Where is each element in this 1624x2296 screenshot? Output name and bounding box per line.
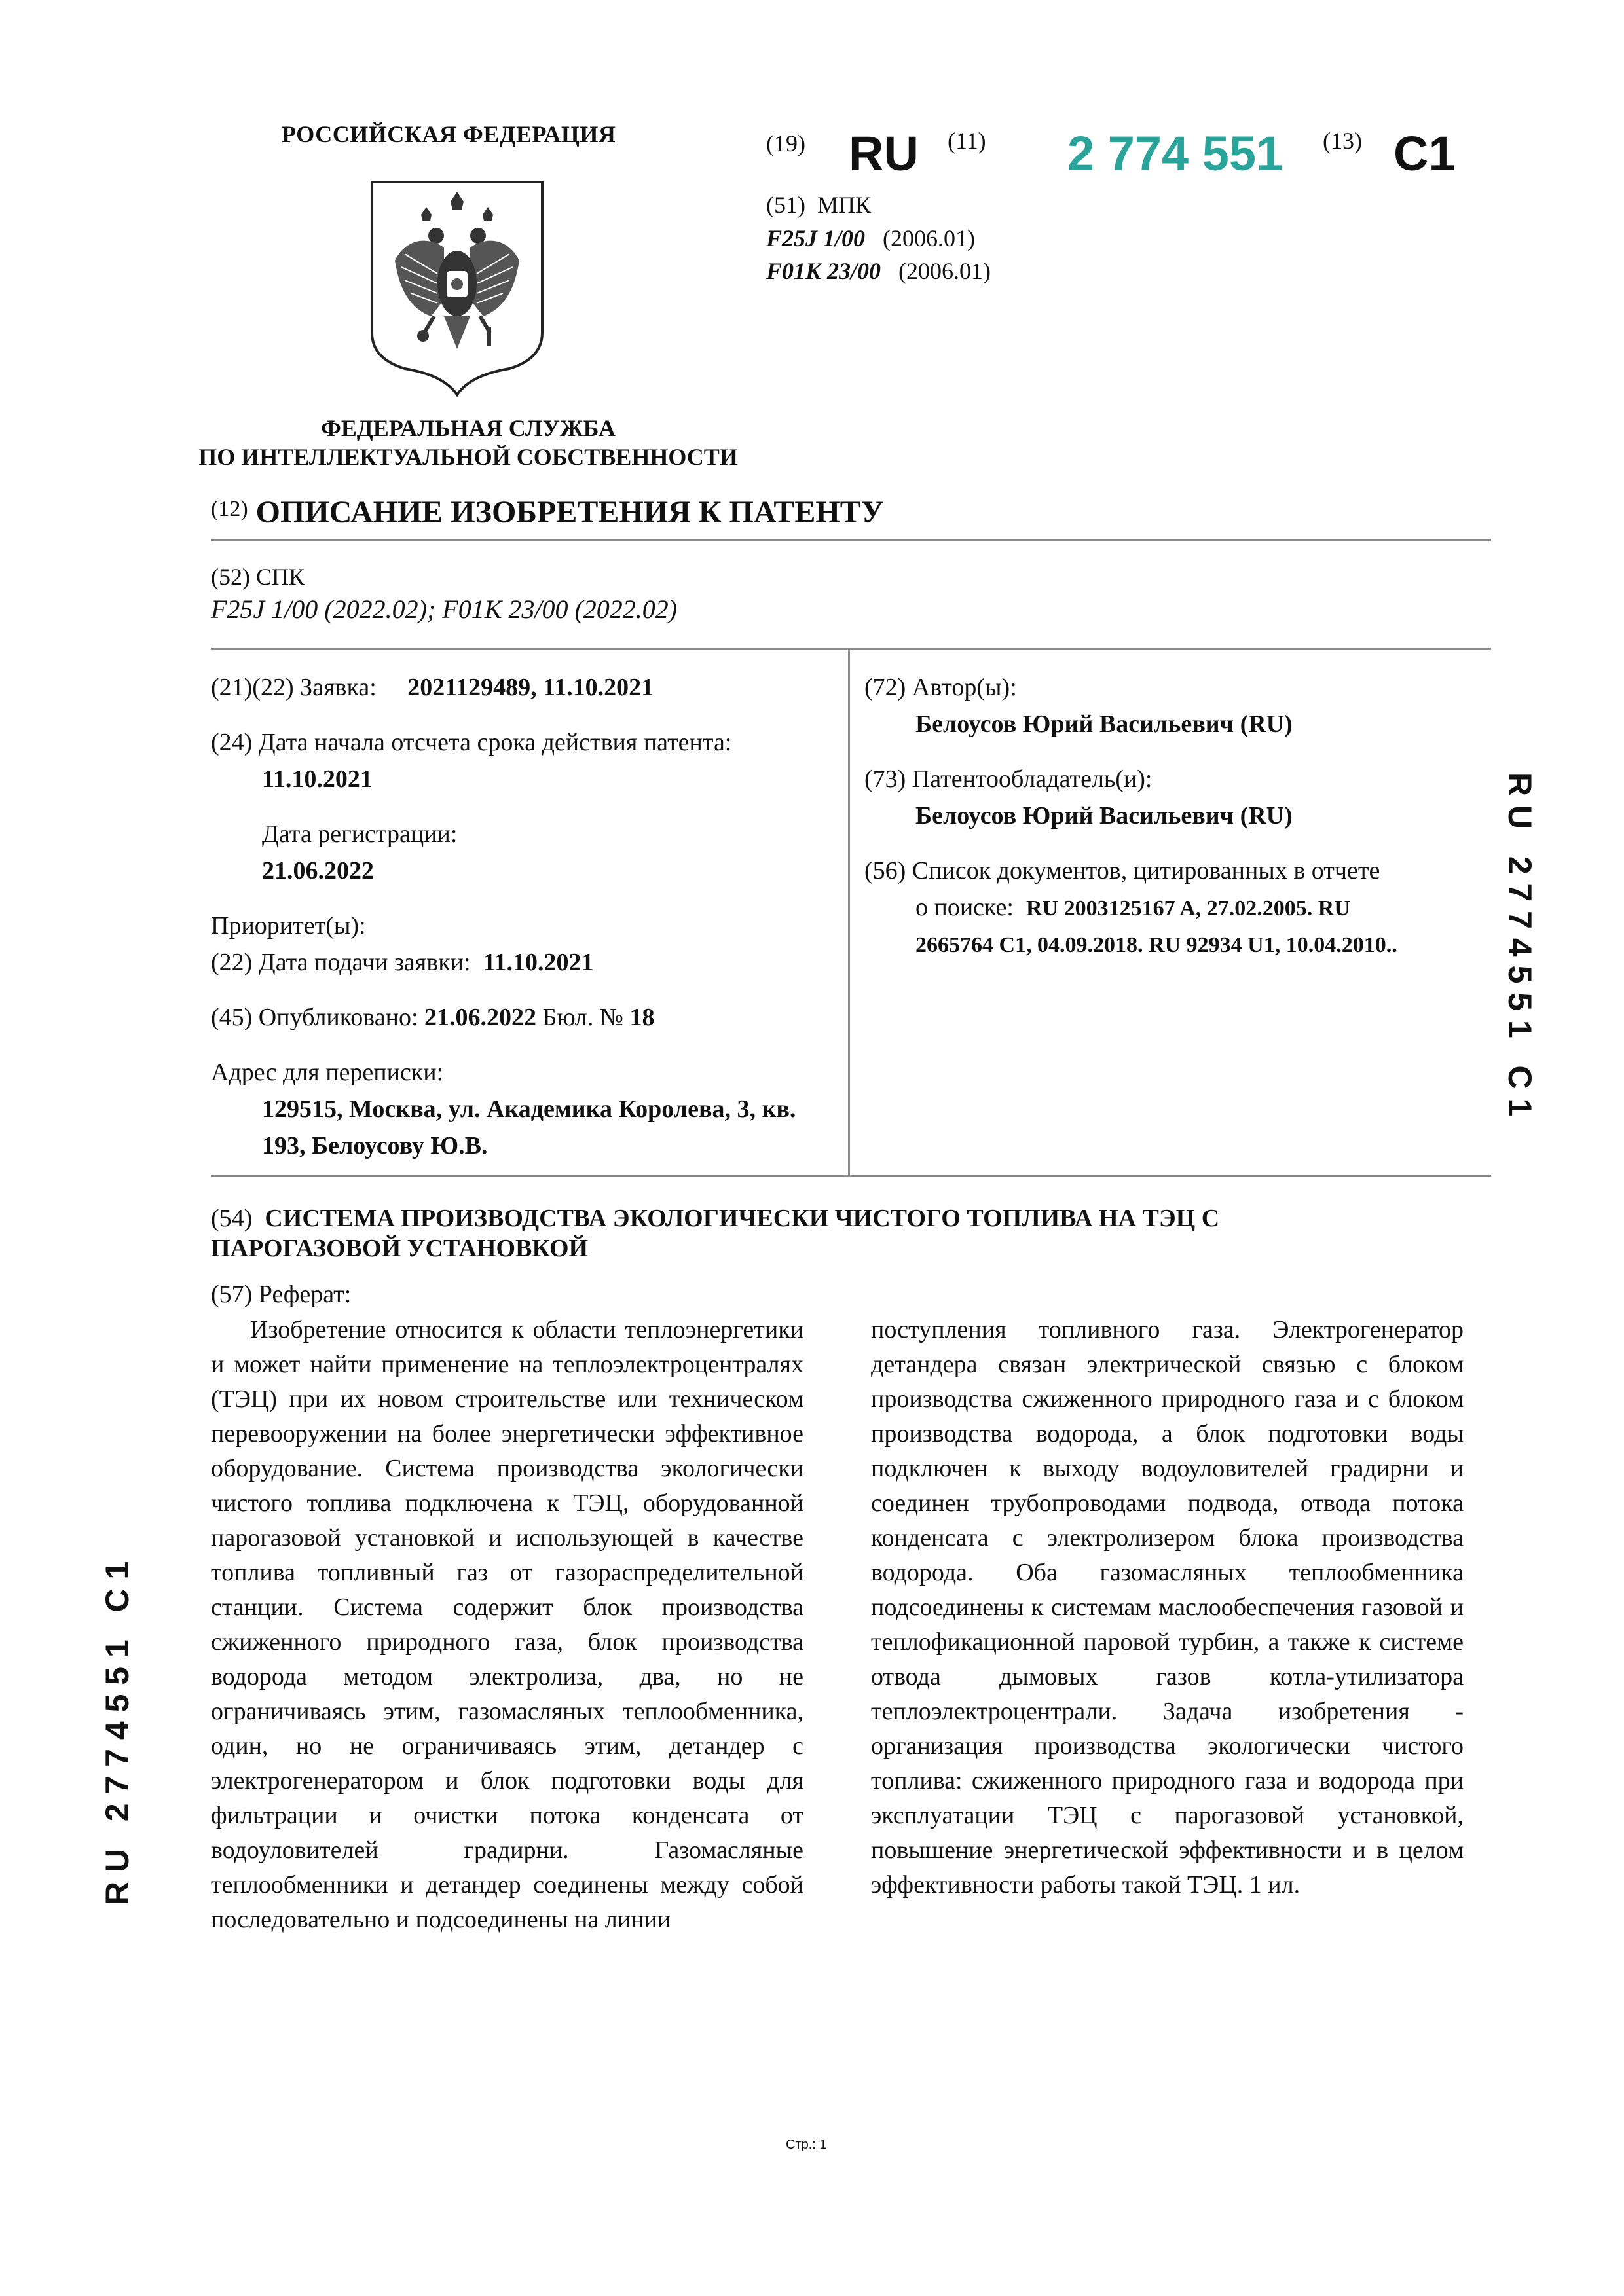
invention-title [211,1203,1494,1264]
citations-row [864,889,1493,927]
address-line1: 129515, Москва, ул. Академика Королева, 3, кв. [262,1095,796,1123]
code-13: (13) [1323,128,1362,154]
citations-label: (56) Список документов, цитированных в отчете [864,857,1380,884]
ipc-date: (2006.01) [883,225,975,251]
application-value: 2021129489, 11.10.2021 [407,674,654,701]
filing-value: 11.10.2021 [483,949,594,976]
code-12: (12) [211,497,248,521]
code-19: (19) [766,130,805,156]
bulletin-value: 18 [629,1004,655,1031]
term-start-label: (24) Дата начала отсчета срока действия патента: [211,729,732,756]
code-51: (51) [766,192,805,218]
authors-value: Белоусов Юрий Васильевич (RU) [915,710,1293,738]
citations-label2: о поиске: [915,894,1014,921]
abstract-column-left [211,1313,803,1937]
side-label-left: R U 2 7 7 4 5 5 1 C 1 [99,1561,136,1905]
federal-service-name [174,414,763,471]
abstract-label: (57) Реферат: [211,1281,352,1308]
divider [211,539,1491,541]
code-54: (54) [211,1205,253,1232]
ipc-entry [766,225,975,252]
side-label-right: R U 2 7 7 4 5 5 1 C 1 [1502,773,1538,1117]
divider [211,648,1491,650]
ipc-header [766,191,871,219]
registration-value: 21.06.2022 [262,857,374,884]
country-code: RU [849,126,919,181]
ipc-label: МПК [817,192,872,218]
patent-number: 2 774 551 [1067,126,1283,181]
invention-title-line1: СИСТЕМА ПРОИЗВОДСТВА ЭКОЛОГИЧЕСКИ ЧИСТОГО ТОПЛИВА НА ТЭЦ С [265,1205,1220,1232]
ipc-date: (2006.01) [898,258,991,284]
bibliographic-left [211,669,840,1164]
cpc-label: (52) СПК [211,564,304,590]
authors-label: (72) Автор(ы): [864,674,1017,701]
bulletin-label: Бюл. № [542,1004,623,1031]
federal-service-line1: ФЕДЕРАЛЬНАЯ СЛУЖБА [321,415,616,441]
document-title-text: ОПИСАНИЕ ИЗОБРЕТЕНИЯ К ПАТЕНТУ [255,495,884,530]
registration-label: Дата регистрации: [262,820,458,848]
document-title [211,494,884,530]
application-label: (21)(22) Заявка: [211,674,377,701]
published-row [211,999,840,1036]
column-divider [848,648,850,1175]
priority-label: Приоритет(ы): [211,912,366,939]
holders-label: (73) Патентообладатель(и): [864,765,1153,793]
filing-label: (22) Дата подачи заявки: [211,949,471,976]
kind-code: C1 [1393,126,1456,181]
coat-of-arms-icon [359,175,555,398]
ipc-code: F01K 23/00 [766,258,881,284]
abstract-text-col2: поступления топливного газа. Электрогенератор детандера связан электрической связью с блоком производства сжиженного природного газа и с блоком производства водорода, а блок подготовки воды подключен к выходу водоуловителей градирни и соединен трубопроводами подвода, отвода потока конденсата с электролизером блока производства водорода. Оба газомасляных теплообменника подсоединены к системам маслообеспечения газовой и теплофикационной паровой турбин, а также к системе отвода дымовых газов котла-утилизатора теплоэлектроцентрали. Задача изобретения - организация производства экологически чистого топлива: сжиженного природного газа и водорода при эксплуатации ТЭЦ с парогазовой установкой, повышение энергетической эффективности и в целом эффективности работы такой ТЭЦ. 1 ил. [871,1316,1464,1899]
holders-value: Белоусов Юрий Васильевич (RU) [915,802,1293,829]
citations-value2: 2665764 C1, 04.09.2018. RU 92934 U1, 10.04.2010.. [915,933,1397,957]
filing-row [211,944,840,981]
term-start-value: 11.10.2021 [262,765,373,793]
invention-title-line2: ПАРОГАЗОВОЙ УСТАНОВКОЙ [211,1235,589,1262]
cpc-value: F25J 1/00 (2022.02); F01K 23/00 (2022.02) [211,594,678,624]
published-label: (45) Опубликовано: [211,1004,418,1031]
address-label: Адрес для переписки: [211,1059,444,1086]
federal-service-line2: ПО ИНТЕЛЛЕКТУАЛЬНОЙ СОБСТВЕННОСТИ [198,444,738,470]
page-number: Стр.: 1 [786,2138,827,2152]
country-name: РОССИЙСКАЯ ФЕДЕРАЦИЯ [282,121,616,147]
citations-value1: RU 2003125167 A, 27.02.2005. RU [1025,896,1350,920]
address-line2: 193, Белоусову Ю.В. [262,1132,488,1159]
abstract-text-col1: Изобретение относится к области теплоэнергетики и может найти применение на теплоэлектроцентралях (ТЭЦ) при их новом строительстве или техническом перевооружении на более энергетически эффективное оборудование. Система производства экологически чистого топлива подключена к ТЭЦ, оборудованной парогазовой установкой и использующей в качестве топлива топливный газ от газораспределительной станции. Система содержит блок производства сжиженного природного газа, блок производства водорода методом электролиза, два, но не ограничиваясь этим, газомасляных теплообменника, один, но не ограничиваясь этим, детандер с электрогенератором и блок подготовки воды для фильтрации и очистки потока конденсата от водоуловителей градирни. Газомасляные теплообменники и детандер соединены между собой последовательно и подсоединены на линии [211,1316,803,1933]
ipc-entry [766,257,991,285]
abstract-column-right [871,1313,1464,1903]
code-11: (11) [948,128,986,154]
application-row [211,669,840,706]
published-value: 21.06.2022 [424,1004,537,1031]
divider [211,1175,1491,1177]
ipc-code: F25J 1/00 [766,225,866,251]
bibliographic-right [864,669,1493,964]
